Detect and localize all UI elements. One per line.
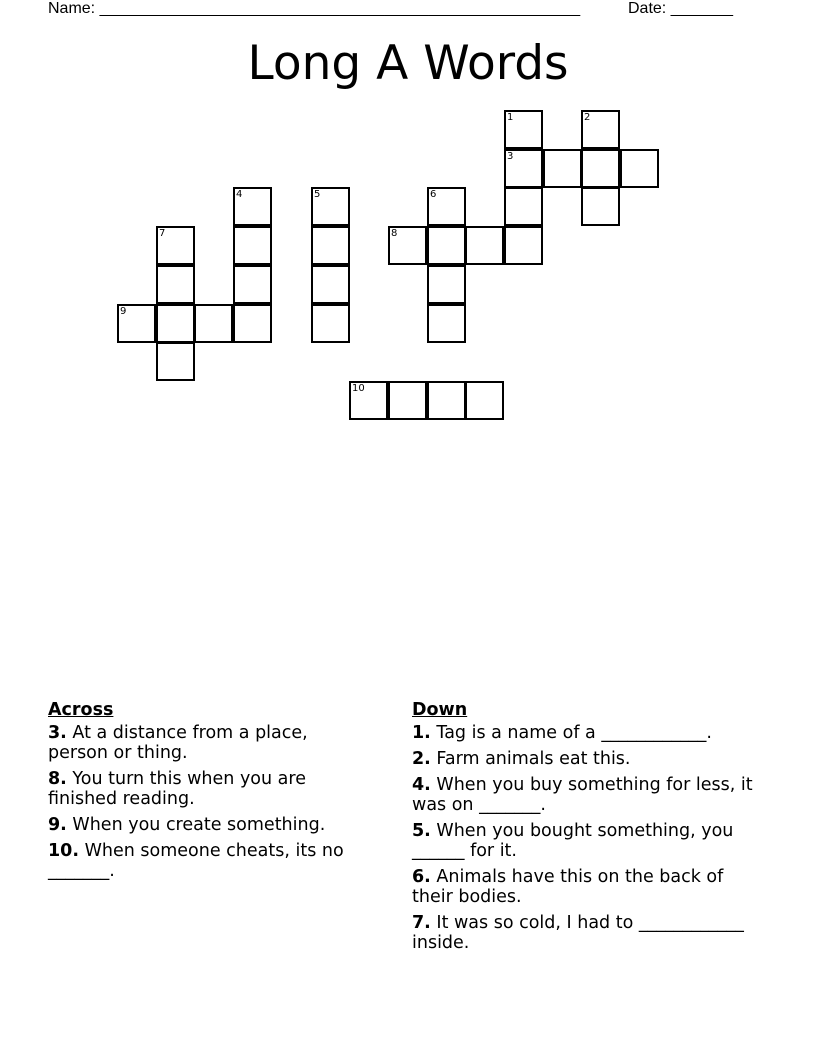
crossword-grid [0,0,816,440]
crossword-cell[interactable] [349,381,388,420]
crossword-cell[interactable] [311,265,350,304]
across-heading: Across [48,700,114,720]
crossword-cell[interactable] [233,265,272,304]
crossword-cell[interactable] [311,187,350,226]
clue-number-label: 1. [412,723,431,743]
crossword-cell[interactable] [581,149,620,188]
crossword-cell[interactable] [156,304,195,343]
crossword-cell[interactable] [504,110,543,149]
down-clues [412,700,757,959]
crossword-cell[interactable] [388,226,427,265]
clue-number-label: 9. [48,815,67,835]
crossword-cell[interactable] [581,110,620,149]
down-clue [412,867,757,907]
down-clue [412,749,757,769]
crossword-cell[interactable] [581,187,620,226]
page-title: Long A Words [247,36,569,91]
clue-number-label: 10. [48,841,80,861]
down-heading: Down [412,700,468,720]
across-clues [48,700,368,887]
down-clue [412,775,757,815]
clue-text: Farm animals eat this. [436,749,631,769]
clue-number-label: 6. [412,867,431,887]
crossword-cell[interactable] [504,149,543,188]
crossword-cell[interactable] [427,187,466,226]
crossword-cell[interactable] [156,226,195,265]
clue-text: When you create something. [72,815,326,835]
crossword-cell[interactable] [620,149,659,188]
clue-text: When you buy something for less, it was on _______. [412,775,753,815]
clue-text: You turn this when you are finished reading. [48,769,306,809]
clue-text: Animals have this on the back of their bodies. [412,867,724,907]
name-field-label: Name: ______________________________________________________ [48,0,581,17]
clue-number-label: 4. [412,775,431,795]
clue-number-label: 7. [412,913,431,933]
clue-number: 8 [391,228,398,239]
crossword-cell[interactable] [233,226,272,265]
down-clue [412,913,757,953]
clue-number-label: 5. [412,821,431,841]
crossword-cell[interactable] [543,149,582,188]
clue-number: 7 [159,228,166,239]
crossword-cell[interactable] [504,226,543,265]
crossword-cell[interactable] [311,304,350,343]
crossword-cell[interactable] [427,226,466,265]
crossword-cell[interactable] [311,226,350,265]
down-clue-list [412,723,757,953]
clue-number: 10 [352,383,365,394]
clue-number-label: 2. [412,749,431,769]
crossword-cell[interactable] [465,381,504,420]
down-clue [412,723,757,743]
crossword-cell[interactable] [465,226,504,265]
clue-number-label: 8. [48,769,67,789]
across-clue [48,815,368,835]
clue-text: When you bought something, you ______ for it. [412,821,734,861]
across-clue [48,723,368,763]
clue-number: 2 [584,112,591,123]
crossword-cell[interactable] [194,304,233,343]
clue-number: 6 [430,189,437,200]
clue-text: It was so cold, I had to ____________ inside. [412,913,744,953]
crossword-cell[interactable] [233,304,272,343]
clue-number: 3 [507,151,514,162]
clue-number: 9 [120,306,127,317]
clue-text: When someone cheats, its no _______. [48,841,344,881]
clue-number: 1 [507,112,514,123]
crossword-cell[interactable] [388,381,427,420]
crossword-cell[interactable] [427,304,466,343]
crossword-cell[interactable] [504,187,543,226]
clue-number: 5 [314,189,321,200]
clue-number: 4 [236,189,243,200]
crossword-cell[interactable] [117,304,156,343]
crossword-cell[interactable] [156,265,195,304]
crossword-cell[interactable] [427,381,466,420]
clue-text: Tag is a name of a ____________. [436,723,712,743]
across-clue [48,769,368,809]
crossword-cell[interactable] [156,342,195,381]
crossword-cell[interactable] [233,187,272,226]
across-clue [48,841,368,881]
clue-number-label: 3. [48,723,67,743]
date-field-label: Date: _______ [628,0,733,17]
down-clue [412,821,757,861]
across-clue-list [48,723,368,881]
clue-text: At a distance from a place, person or thing. [48,723,308,763]
crossword-cell[interactable] [427,265,466,304]
